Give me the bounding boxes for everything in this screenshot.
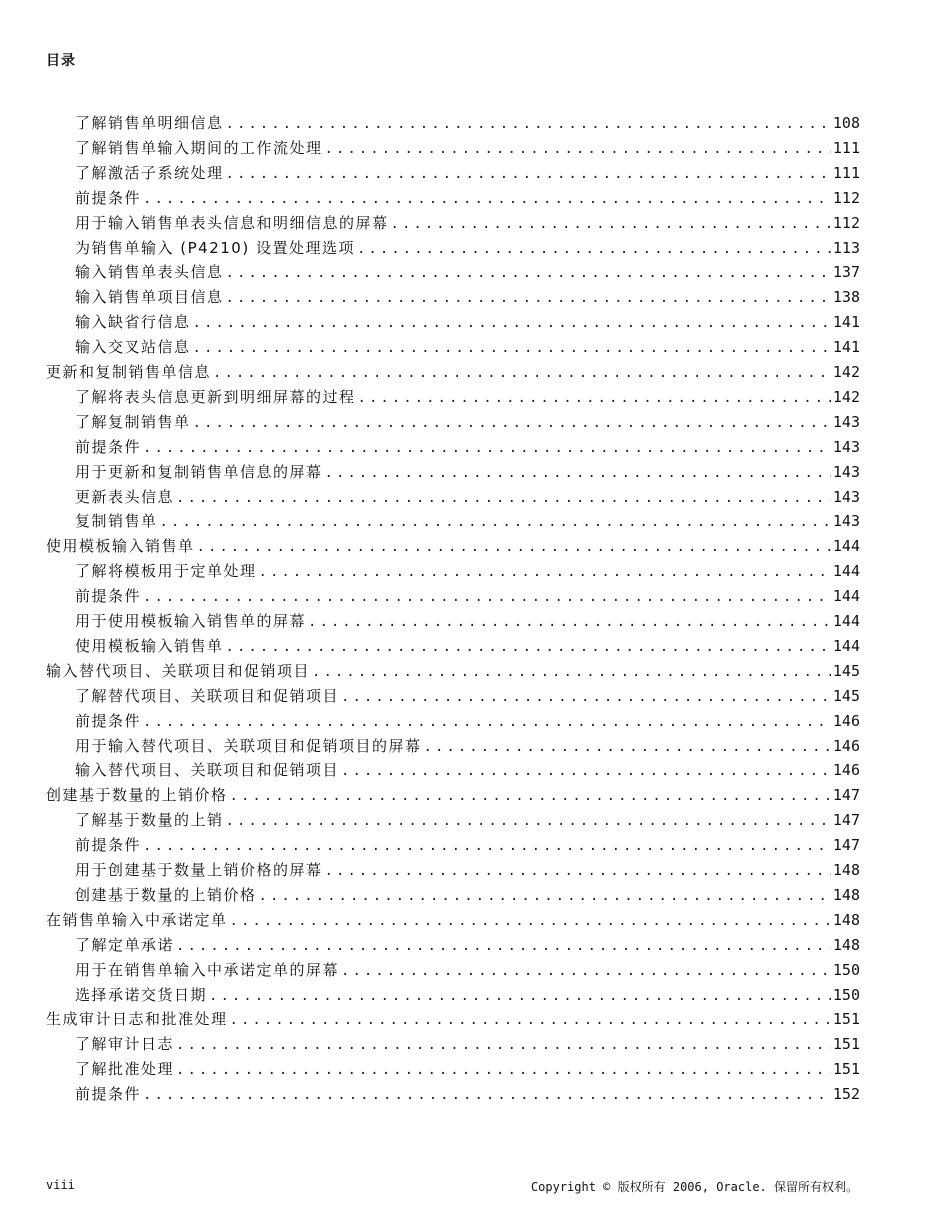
toc-dot-leader bbox=[226, 810, 831, 832]
toc-dot-leader bbox=[176, 935, 831, 957]
toc-entry-title: 了解批准处理 bbox=[75, 1060, 175, 1079]
toc-entry[interactable] bbox=[75, 510, 860, 532]
toc-entry[interactable] bbox=[75, 959, 860, 981]
toc-dot-leader bbox=[193, 412, 831, 434]
toc-entry-page-number: 142 bbox=[832, 363, 860, 381]
toc-dot-leader bbox=[143, 188, 831, 210]
toc-dot-leader bbox=[325, 462, 831, 484]
toc-entry-title: 更新表头信息 bbox=[75, 487, 175, 506]
toc-entry[interactable] bbox=[75, 984, 860, 1006]
toc-entry-page-number: 144 bbox=[832, 636, 860, 655]
toc-entry-title: 前提条件 bbox=[75, 587, 142, 606]
toc-entry-title: 复制销售单 bbox=[75, 512, 158, 531]
toc-entry-title: 在销售单输入中承诺定单 bbox=[46, 910, 228, 929]
toc-dot-leader bbox=[259, 885, 831, 907]
toc-entry-page-number: 141 bbox=[832, 313, 860, 332]
toc-entry-title: 了解将模板用于定单处理 bbox=[75, 562, 257, 581]
toc-entry-page-number: 146 bbox=[832, 761, 860, 780]
toc-entry-title: 用于创建基于数量上销价格的屏幕 bbox=[75, 861, 323, 879]
toc-dot-leader bbox=[358, 387, 831, 409]
toc-entry[interactable] bbox=[75, 162, 860, 184]
toc-dot-leader bbox=[143, 586, 831, 608]
toc-entry-title: 前提条件 bbox=[75, 437, 142, 456]
toc-entry-title: 了解定单承诺 bbox=[75, 935, 175, 954]
toc-entry[interactable] bbox=[75, 759, 860, 781]
toc-entry-page-number: 143 bbox=[832, 487, 860, 506]
toc-entry[interactable] bbox=[75, 386, 860, 408]
toc-entry-page-number: 143 bbox=[832, 462, 860, 481]
toc-dot-leader bbox=[143, 437, 831, 459]
toc-entry[interactable] bbox=[75, 212, 860, 234]
toc-entry[interactable] bbox=[75, 311, 860, 333]
toc-entry-title: 用于在销售单输入中承诺定单的屏幕 bbox=[75, 960, 340, 979]
toc-entry-page-number: 148 bbox=[832, 861, 860, 879]
toc-dot-leader bbox=[160, 511, 831, 533]
toc-entry[interactable] bbox=[75, 187, 860, 209]
toc-entry-title: 选择承诺交货日期 bbox=[75, 985, 208, 1004]
toc-dot-leader bbox=[226, 636, 831, 658]
toc-entry-page-number: 148 bbox=[832, 885, 860, 904]
toc-entry-title: 前提条件 bbox=[75, 188, 142, 207]
toc-entry-title: 创建基于数量的上销价格 bbox=[75, 885, 257, 904]
toc-entry-page-number: 108 bbox=[832, 114, 860, 132]
toc-entry-title: 用于输入销售单表头信息和明细信息的屏幕 bbox=[75, 213, 389, 232]
toc-dot-leader bbox=[143, 835, 831, 857]
toc-entry-page-number: 152 bbox=[832, 1085, 860, 1104]
toc-entry-title: 了解销售单输入期间的工作流处理 bbox=[75, 138, 323, 157]
toc-entry-page-number: 148 bbox=[832, 935, 860, 954]
toc-entry[interactable] bbox=[75, 137, 860, 159]
toc-entry[interactable] bbox=[75, 685, 860, 707]
toc-dot-leader bbox=[424, 736, 831, 758]
toc-entry-title: 了解将表头信息更新到明细屏幕的过程 bbox=[75, 387, 356, 406]
toc-entry-page-number: 113 bbox=[832, 238, 860, 257]
toc-entry-page-number: 144 bbox=[832, 587, 860, 606]
toc-entry-title: 了解审计日志 bbox=[75, 1035, 175, 1054]
toc-entry[interactable] bbox=[75, 112, 860, 134]
toc-entry-page-number: 148 bbox=[832, 910, 860, 929]
toc-entry-page-number: 143 bbox=[832, 512, 860, 531]
toc-entry-page-number: 151 bbox=[832, 1035, 860, 1054]
toc-entry[interactable] bbox=[75, 610, 860, 632]
toc-entry-title: 了解替代项目、关联项目和促销项目 bbox=[75, 686, 340, 705]
footer-page-number: viii bbox=[46, 1178, 75, 1192]
toc-dot-leader bbox=[230, 785, 831, 807]
toc-dot-leader bbox=[226, 163, 831, 185]
toc-entry-page-number: 151 bbox=[832, 1010, 860, 1029]
toc-entry-title: 前提条件 bbox=[75, 711, 142, 730]
toc-dot-leader bbox=[230, 910, 831, 932]
toc-entry-page-number: 144 bbox=[832, 562, 860, 581]
toc-entry[interactable] bbox=[75, 710, 860, 732]
toc-entry-page-number: 142 bbox=[832, 387, 860, 406]
toc-entry-title: 前提条件 bbox=[75, 836, 142, 855]
toc-entry-page-number: 145 bbox=[832, 661, 860, 680]
toc-entry-page-number: 143 bbox=[832, 412, 860, 431]
toc-entry[interactable] bbox=[75, 735, 860, 757]
toc-dot-leader bbox=[193, 312, 831, 334]
toc-entry[interactable] bbox=[75, 809, 860, 831]
toc-dot-leader bbox=[391, 213, 831, 235]
toc-dot-leader bbox=[209, 985, 831, 1007]
toc-dot-leader bbox=[213, 362, 831, 384]
page-header-title: 目录 bbox=[46, 53, 76, 69]
toc-entry-page-number: 150 bbox=[832, 960, 860, 979]
toc-dot-leader bbox=[230, 1009, 831, 1031]
toc-entry-page-number: 112 bbox=[832, 213, 860, 232]
toc-entry[interactable] bbox=[75, 411, 860, 433]
toc-dot-leader bbox=[308, 611, 831, 633]
toc-dot-leader bbox=[193, 337, 831, 359]
toc-dot-leader bbox=[341, 686, 831, 708]
toc-entry[interactable] bbox=[75, 436, 860, 458]
toc-entry[interactable] bbox=[75, 560, 860, 582]
toc-dot-leader bbox=[312, 661, 831, 683]
toc-dot-leader bbox=[226, 287, 831, 309]
toc-entry-page-number: 144 bbox=[832, 612, 860, 630]
toc-entry-title: 输入销售单表头信息 bbox=[75, 263, 224, 282]
toc-entry-title: 更新和复制销售单信息 bbox=[46, 363, 212, 381]
toc-entry-page-number: 143 bbox=[832, 437, 860, 456]
toc-entry-page-number: 111 bbox=[832, 163, 860, 182]
toc-entry-title: 了解销售单明细信息 bbox=[75, 114, 224, 132]
toc-entry-page-number: 144 bbox=[832, 537, 860, 556]
toc-entry[interactable] bbox=[75, 1058, 860, 1080]
toc-entry-title: 用于使用模板输入销售单的屏幕 bbox=[75, 612, 307, 630]
toc-entry-title: 了解基于数量的上销 bbox=[75, 811, 224, 830]
toc-entry-title: 输入缺省行信息 bbox=[75, 313, 191, 332]
toc-dot-leader bbox=[143, 711, 831, 733]
toc-entry[interactable] bbox=[46, 909, 860, 931]
toc-entry[interactable] bbox=[75, 884, 860, 906]
toc-entry-page-number: 141 bbox=[832, 338, 860, 357]
toc-dot-leader bbox=[197, 536, 831, 558]
toc-entry[interactable] bbox=[75, 286, 860, 308]
toc-entry-title: 前提条件 bbox=[75, 1085, 142, 1104]
toc-dot-leader bbox=[176, 1059, 831, 1081]
toc-entry[interactable] bbox=[46, 784, 860, 806]
toc-entry-page-number: 145 bbox=[832, 686, 860, 705]
footer-copyright: Copyright © 版权所有 2006, Oracle. 保留所有权利。 bbox=[530, 1180, 858, 1194]
toc-dot-leader bbox=[357, 238, 831, 260]
toc-dot-leader bbox=[341, 960, 831, 982]
toc-entry[interactable] bbox=[75, 635, 860, 657]
toc-entry[interactable] bbox=[75, 934, 860, 956]
toc-entry-page-number: 111 bbox=[832, 138, 860, 157]
toc-entry-page-number: 147 bbox=[832, 811, 860, 830]
toc-entry-page-number: 112 bbox=[832, 188, 860, 207]
toc-entry[interactable] bbox=[75, 585, 860, 607]
toc-entry[interactable] bbox=[75, 336, 860, 358]
toc-dot-leader bbox=[325, 138, 831, 160]
toc-entry[interactable] bbox=[46, 660, 860, 682]
toc-entry[interactable] bbox=[46, 361, 860, 383]
toc-entry[interactable] bbox=[75, 486, 860, 508]
toc-entry[interactable] bbox=[75, 237, 860, 259]
toc-dot-leader bbox=[226, 113, 831, 135]
toc-entry-title: 了解复制销售单 bbox=[75, 412, 191, 431]
toc-dot-leader bbox=[176, 487, 831, 509]
toc-entry-page-number: 147 bbox=[832, 786, 860, 805]
toc-entry-title: 输入替代项目、关联项目和促销项目 bbox=[46, 661, 311, 680]
toc-entry[interactable] bbox=[75, 261, 860, 283]
toc-entry-title: 为销售单输入 (P4210) 设置处理选项 bbox=[75, 238, 355, 257]
toc-dot-leader bbox=[143, 1084, 831, 1106]
toc-entry-page-number: 137 bbox=[832, 263, 860, 282]
toc-entry[interactable] bbox=[75, 1033, 860, 1055]
toc-entry-title: 用于输入替代项目、关联项目和促销项目的屏幕 bbox=[75, 736, 422, 755]
toc-entry-page-number: 151 bbox=[832, 1060, 860, 1079]
toc-entry-title: 创建基于数量的上销价格 bbox=[46, 786, 228, 805]
toc-entry[interactable] bbox=[75, 834, 860, 856]
toc-entry-title: 使用模板输入销售单 bbox=[75, 636, 224, 655]
toc-dot-leader bbox=[259, 561, 831, 583]
toc-entry-page-number: 146 bbox=[832, 711, 860, 730]
toc-entry-title: 用于更新和复制销售单信息的屏幕 bbox=[75, 462, 323, 481]
toc-entry[interactable] bbox=[75, 1083, 860, 1105]
toc-entry-page-number: 146 bbox=[832, 736, 860, 755]
toc-entry-title: 输入销售单项目信息 bbox=[75, 288, 224, 307]
toc-entry-page-number: 138 bbox=[832, 288, 860, 307]
toc-dot-leader bbox=[226, 262, 831, 284]
toc-entry-title: 输入替代项目、关联项目和促销项目 bbox=[75, 761, 340, 780]
toc-entry-page-number: 150 bbox=[832, 985, 860, 1004]
toc-dot-leader bbox=[176, 1034, 831, 1056]
toc-dot-leader bbox=[325, 860, 831, 882]
toc-entry[interactable] bbox=[75, 461, 860, 483]
toc-entry[interactable] bbox=[46, 1008, 860, 1030]
toc-entry-title: 了解激活子系统处理 bbox=[75, 163, 224, 182]
toc-entry-title: 输入交叉站信息 bbox=[75, 338, 191, 357]
toc-entry-page-number: 147 bbox=[832, 836, 860, 855]
toc-entry[interactable] bbox=[75, 859, 860, 881]
toc-dot-leader bbox=[341, 760, 831, 782]
toc-entry-title: 生成审计日志和批准处理 bbox=[46, 1010, 228, 1029]
toc-entry-title: 使用模板输入销售单 bbox=[46, 537, 195, 556]
toc-entry[interactable] bbox=[46, 535, 860, 557]
